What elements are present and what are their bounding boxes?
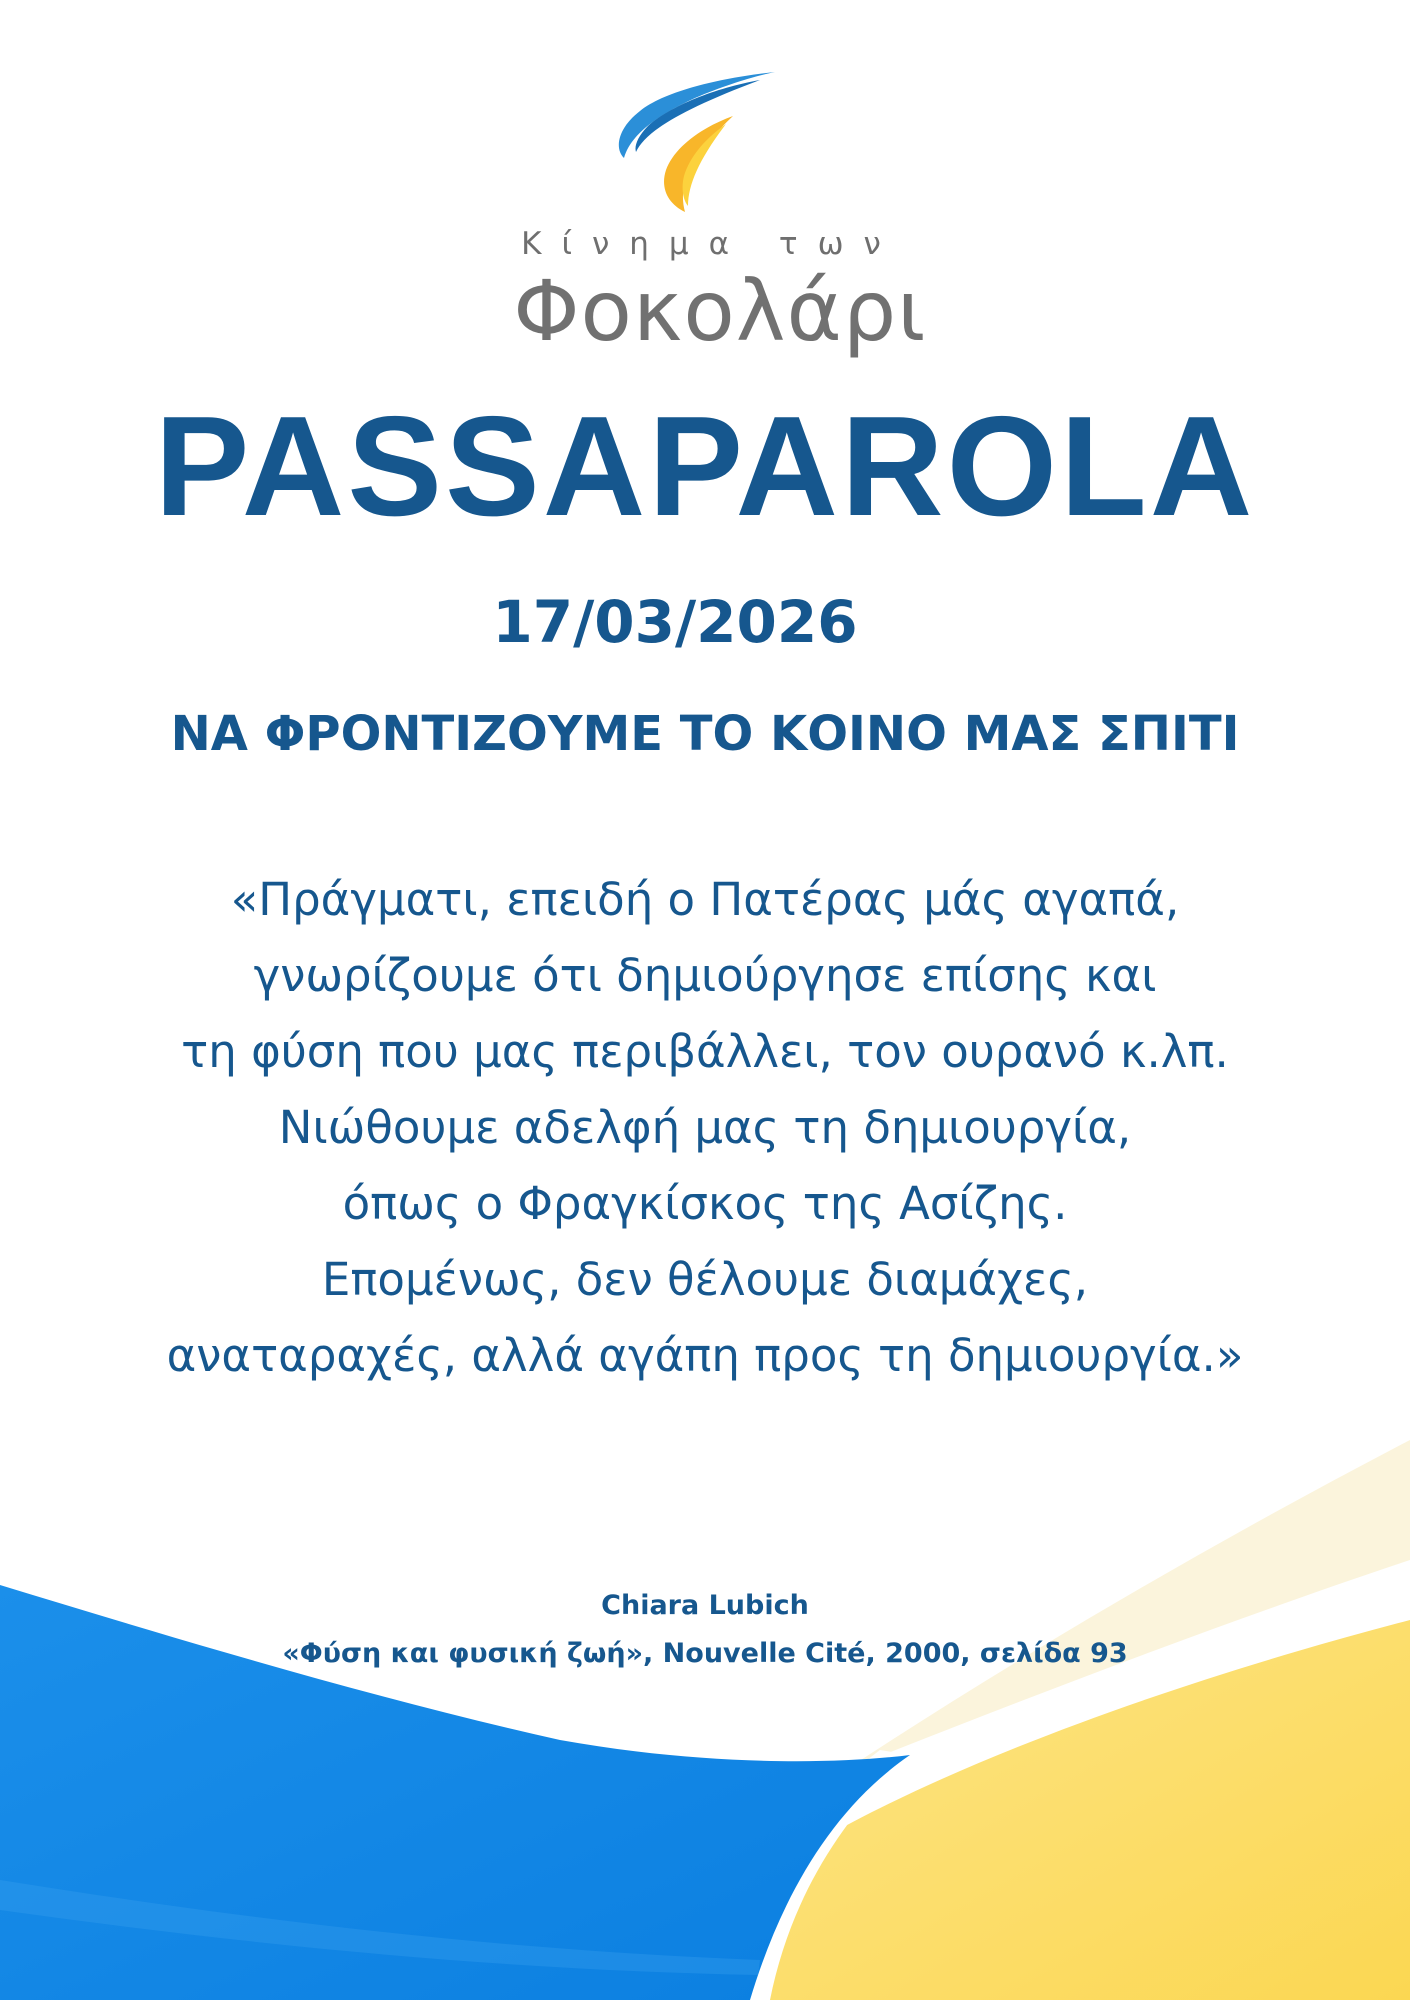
quote-line: τη φύση που μας περιβάλλει, τον ουρανό κ.λπ. [181,1025,1229,1078]
quote-author: Chiara Lubich [601,1590,809,1621]
quote-line: όπως ο Φραγκίσκος της Ασίζης. [342,1177,1068,1230]
quote-line: «Πράγματι, επειδή ο Πατέρας μάς αγαπά, [230,873,1180,926]
page-title: PASSAPAROLA [154,387,1256,546]
quote-source: «Φύση και φυσική ζωή», Nouvelle Cité, 2000, σελίδα 93 [282,1638,1128,1669]
quote-block [0,862,1410,1394]
logo-subtitle: Κίνημα των [521,226,901,262]
quote-line: Επομένως, δεν θέλουμε διαμάχες, [321,1253,1089,1306]
quote-line: γνωρίζουμε ότι δημιούργησε επίσης και [253,949,1157,1002]
topic-heading: ΝΑ ΦΡΟΝΤΙΖΟΥΜΕ ΤΟ ΚΟΙΝΟ ΜΑΣ ΣΠΙΤΙ [170,706,1240,762]
logo-name: Φοκολάρι [513,262,927,360]
date-label: 17/03/2026 [492,588,858,656]
quote-line: αναταραχές, αλλά αγάπη προς τη δημιουργία.» [166,1329,1244,1382]
quote-line: Νιώθουμε αδελφή μας τη δημιουργία, [278,1101,1132,1154]
focolare-logo-icon [610,66,780,226]
